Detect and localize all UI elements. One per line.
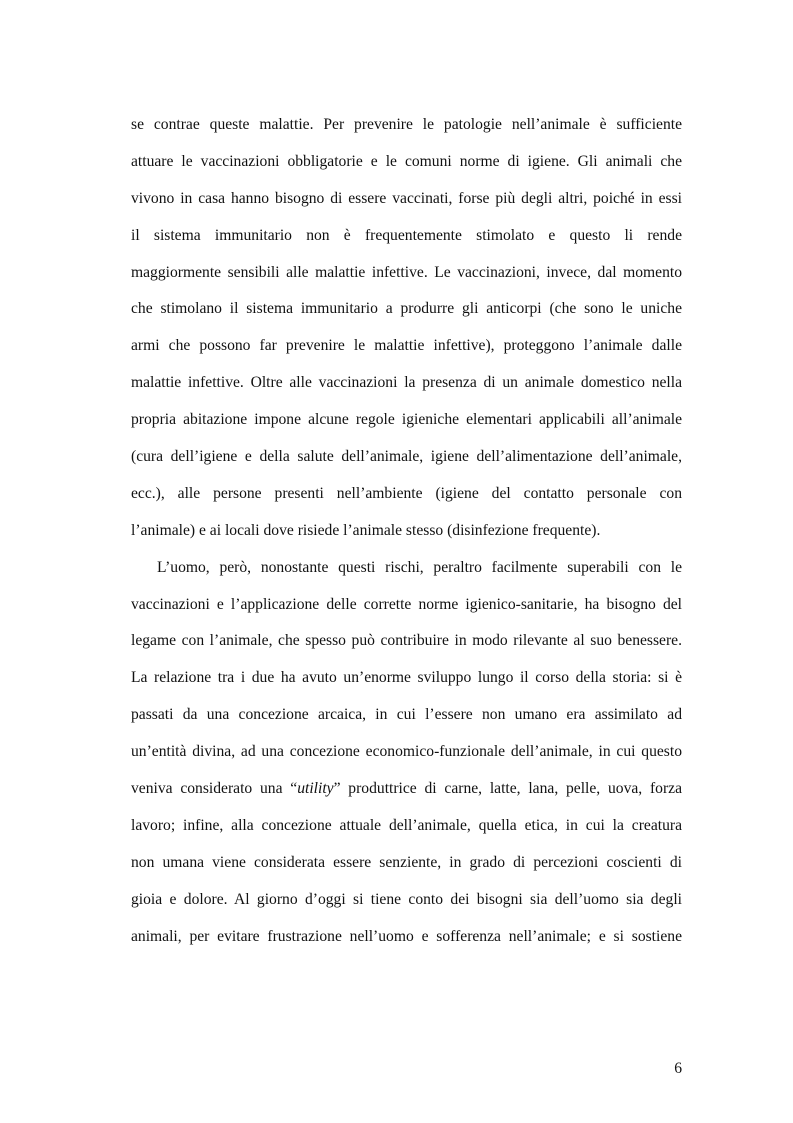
text-line: malattie infettive. Oltre alle vaccinazioni la presenza di un animale domestico nella xyxy=(131,374,682,392)
text-line: legame con l’animale, che spesso può contribuire in modo rilevante al suo benessere. xyxy=(131,632,682,650)
italic-term: utility xyxy=(297,780,334,798)
text-line: gioia e dolore. Al giorno d’oggi si tiene conto dei bisogni sia dell’uomo sia degli xyxy=(131,890,682,908)
text-line: l’animale) e ai locali dove risiede l’animale stesso (disinfezione frequente). xyxy=(131,521,601,539)
text-line: non umana viene considerata essere senziente, in grado di percezioni coscienti di xyxy=(131,853,682,871)
text-line: propria abitazione impone alcune regole igieniche elementari applicabili all’animale xyxy=(131,411,682,429)
text-line: ecc.), alle persone presenti nell’ambiente (igiene del contatto personale con xyxy=(131,484,682,502)
text-line: il sistema immunitario non è frequentemente stimolato e questo li rende xyxy=(131,226,682,244)
text-line: che stimolano il sistema immunitario a produrre gli anticorpi (che sono le uniche xyxy=(131,300,682,318)
page-number: 6 xyxy=(674,1060,682,1077)
body-text xyxy=(131,110,682,958)
text-line: se contrae queste malattie. Per prevenire le patologie nell’animale è sufficiente xyxy=(131,116,682,133)
text-line: attuare le vaccinazioni obbligatorie e le comuni norme di igiene. Gli animali che xyxy=(131,152,682,170)
text-line: passati da una concezione arcaica, in cui l’essere non umano era assimilato ad xyxy=(131,706,682,724)
text-line: animali, per evitare frustrazione nell’uomo e sofferenza nell’animale; e si sostiene xyxy=(131,927,682,945)
text-line: un’entità divina, ad una concezione economico-funzionale dell’animale, in cui questo xyxy=(131,743,682,761)
text-line: vivono in casa hanno bisogno di essere vaccinati, forse più degli altri, poiché in essi xyxy=(131,189,682,207)
text-line: armi che possono far prevenire le malattie infettive), proteggono l’animale dalle xyxy=(131,337,682,355)
text-line-with-italic xyxy=(131,774,682,811)
text-segment: veniva considerato una “ xyxy=(131,780,298,798)
text-line: lavoro; infine, alla concezione attuale dell’animale, quella etica, in cui la creatura xyxy=(131,816,682,834)
text-line: (cura dell’igiene e della salute dell’animale, igiene dell’alimentazione dell’animale, xyxy=(131,448,682,466)
paragraph-first-line: L’uomo, però, nonostante questi rischi, peraltro facilmente superabili con le xyxy=(157,558,682,576)
text-line: maggiormente sensibili alle malattie infettive. Le vaccinazioni, invece, dal momento xyxy=(131,263,682,281)
text-segment: ” produttrice di carne, latte, lana, pelle, uova, forza xyxy=(333,780,682,798)
text-line: La relazione tra i due ha avuto un’enorme sviluppo lungo il corso della storia: si è xyxy=(131,669,682,687)
text-line: vaccinazioni e l’applicazione delle corrette norme igienico-sanitarie, ha bisogno del xyxy=(131,595,682,613)
